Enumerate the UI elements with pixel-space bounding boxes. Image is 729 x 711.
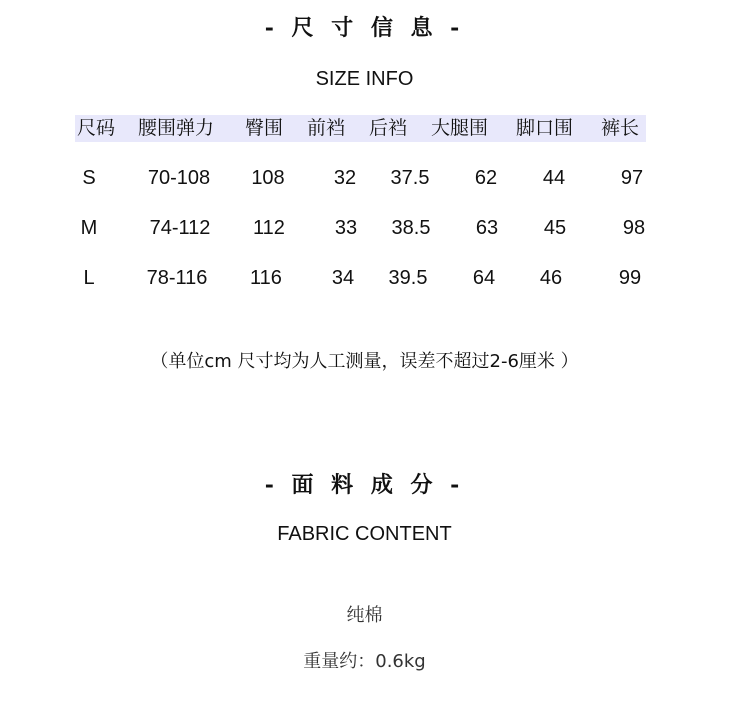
cell-waist: 78-116 <box>146 267 208 289</box>
cell-size: L <box>83 267 95 289</box>
header-size: 尺码 <box>77 117 116 139</box>
header-front-rise: 前裆 <box>307 117 346 139</box>
header-waist: 腰围弹力 <box>138 117 215 139</box>
cell-thigh: 63 <box>475 217 499 239</box>
cell-leg-opening: 44 <box>542 167 566 189</box>
cell-thigh: 62 <box>474 167 498 189</box>
size-info-title: - 尺 寸 信 息 - <box>264 15 465 41</box>
cell-hip: 116 <box>250 267 282 289</box>
cell-leg-opening: 46 <box>539 267 563 289</box>
header-hip: 臀围 <box>245 117 284 139</box>
cell-waist: 70-108 <box>147 167 211 189</box>
fabric-content-subtitle: FABRIC CONTENT <box>277 523 452 545</box>
cell-hip: 112 <box>253 217 285 239</box>
cell-thigh: 64 <box>472 267 496 289</box>
cell-back-rise: 38.5 <box>391 217 431 239</box>
header-leg-opening: 脚口围 <box>516 117 574 139</box>
cell-front-rise: 33 <box>334 217 358 239</box>
cell-length: 98 <box>622 217 646 239</box>
cell-size: S <box>82 167 96 189</box>
cell-length: 97 <box>620 167 644 189</box>
fabric-material: 纯棉 <box>346 605 383 626</box>
header-length: 裤长 <box>601 117 640 139</box>
cell-front-rise: 32 <box>333 167 357 189</box>
header-back-rise: 后裆 <box>369 117 408 139</box>
cell-length: 99 <box>618 267 642 289</box>
cell-back-rise: 39.5 <box>388 267 428 289</box>
cell-back-rise: 37.5 <box>390 167 430 189</box>
fabric-weight: 重量约：0.6kg <box>303 651 426 672</box>
cell-front-rise: 34 <box>331 267 355 289</box>
measurement-note: （单位cm 尺寸均为人工测量，误差不超过2-6厘米 ） <box>150 351 579 372</box>
header-thigh: 大腿围 <box>431 117 489 139</box>
size-info-subtitle: SIZE INFO <box>315 68 414 90</box>
cell-size: M <box>80 217 98 239</box>
cell-waist: 74-112 <box>149 217 211 239</box>
cell-leg-opening: 45 <box>543 217 567 239</box>
cell-hip: 108 <box>251 167 285 189</box>
fabric-content-title: - 面 料 成 分 - <box>264 472 465 498</box>
